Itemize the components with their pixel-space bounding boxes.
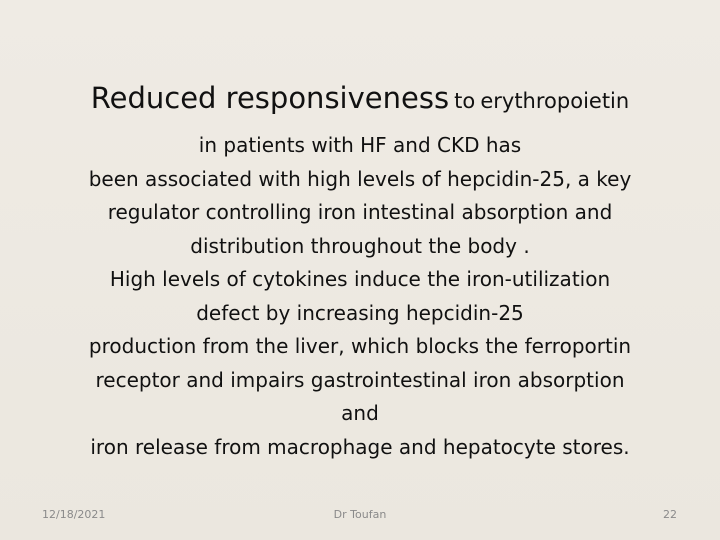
footer-page-number: 22 xyxy=(663,508,677,521)
title-part-2: to xyxy=(454,89,476,113)
body-line-1: in patients with HF and CKD has xyxy=(198,133,522,157)
body-line-3: regulator controlling iron intestinal absorption and xyxy=(107,200,613,224)
slide-title xyxy=(20,78,700,123)
body-line-5: High levels of cytokines induce the iron-utilization xyxy=(109,267,611,291)
title-part-1: Reduced responsiveness xyxy=(90,81,450,115)
body-line-6: defect by increasing hepcidin-25 xyxy=(196,300,524,325)
body-line-4: distribution throughout the body . xyxy=(190,233,530,258)
title-part-3: erythropoietin xyxy=(480,89,630,113)
body-line-10: iron release from macrophage and hepatocyte stores. xyxy=(90,434,630,459)
slide-content xyxy=(20,78,700,464)
body-line-8: receptor and impairs gastrointestinal iron absorption xyxy=(95,367,625,392)
body-line-9: and xyxy=(341,401,379,425)
footer-author: Dr Toufan xyxy=(333,508,387,521)
body-line-2: been associated with high levels of hepcidin-25, a key xyxy=(88,166,632,191)
body-line-7: production from the liver, which blocks the ferroportin xyxy=(88,334,632,358)
footer-date: 12/18/2021 xyxy=(42,508,106,521)
